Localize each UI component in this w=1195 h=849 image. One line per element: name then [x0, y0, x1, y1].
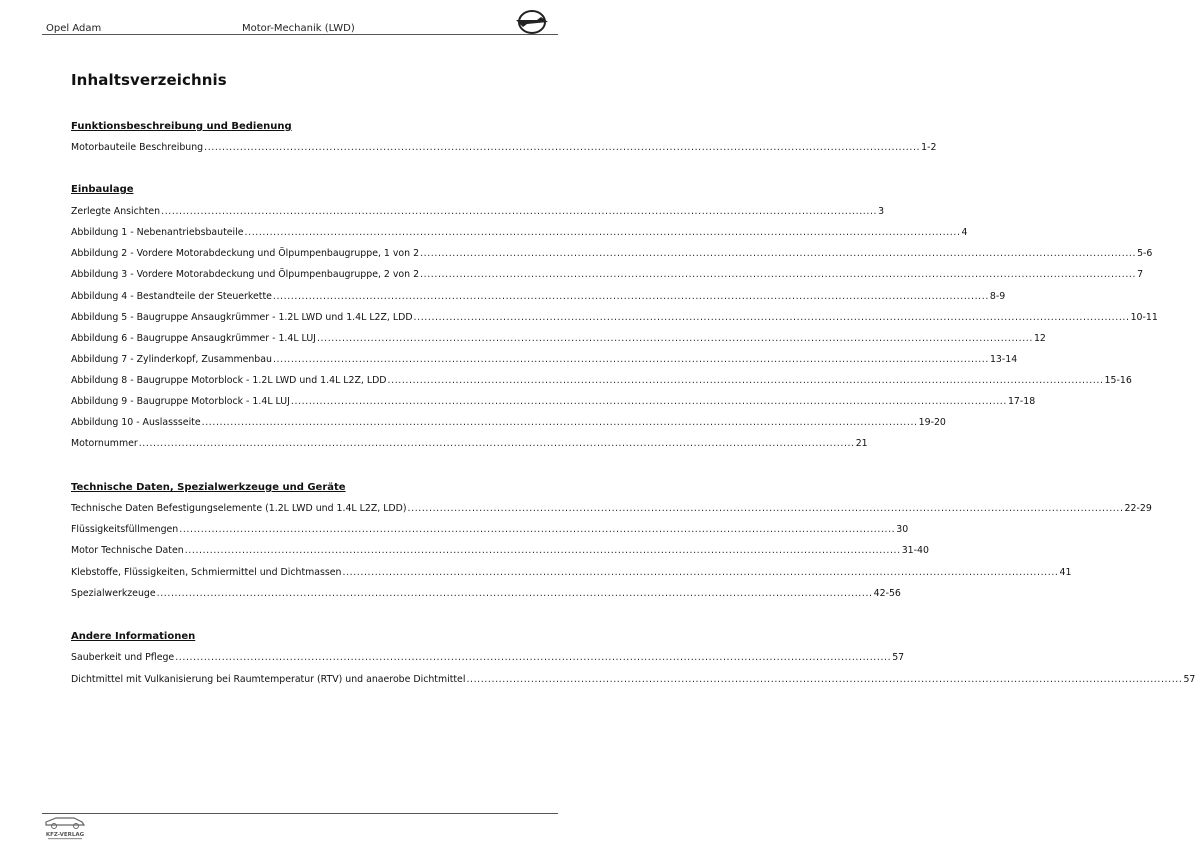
toc-entry[interactable] — [71, 310, 1158, 324]
toc-entry[interactable] — [71, 352, 1018, 366]
toc-entry[interactable] — [71, 565, 1072, 579]
leader-dots: ........................................................................................................................................................................................................ — [244, 227, 961, 238]
toc-entry-page: 57 — [1183, 674, 1195, 685]
toc-entry-label: Zerlegte Ansichten — [71, 206, 161, 217]
leader-dots: ........................................................................................................................................................................................................ — [138, 438, 855, 449]
toc-entry-label: Abbildung 10 - Auslassseite — [71, 417, 201, 428]
toc-entry-label: Abbildung 2 - Vordere Motorabdeckung und Ölpumpenbaugruppe, 1 von 2 — [71, 248, 420, 259]
leader-dots: ........................................................................................................................................................................................................ — [466, 674, 1183, 685]
opel-logo-icon — [515, 8, 549, 36]
leader-dots: ........................................................................................................................................................................................................ — [204, 142, 921, 153]
toc-entry-page: 3 — [878, 206, 885, 217]
toc-entry-page: 17-18 — [1007, 396, 1036, 407]
header-brand: Opel Adam — [46, 23, 102, 34]
toc-entry-label: Motornummer — [71, 438, 138, 449]
toc-entry-page: 12 — [1033, 333, 1046, 344]
toc-entry-page: 15-16 — [1104, 375, 1132, 386]
leader-dots: ........................................................................................................................................................................................................ — [387, 375, 1104, 386]
toc-entry-label: Abbildung 9 - Baugruppe Motorblock - 1.4L LUJ — [71, 396, 290, 407]
publisher-text: KFZ-VERLAG — [45, 832, 85, 838]
toc-entry[interactable] — [71, 415, 946, 429]
toc-entry[interactable] — [71, 225, 968, 239]
leader-dots: ........................................................................................................................................................................................................ — [201, 417, 918, 428]
toc-entry-page: 19-20 — [918, 417, 946, 428]
leader-dots: ........................................................................................................................................................................................................ — [184, 545, 901, 556]
toc-entry-page: 1-2 — [921, 142, 937, 153]
toc-entry[interactable] — [71, 672, 1195, 686]
header-divider — [42, 34, 558, 35]
leader-dots: ........................................................................................................................................................................................................ — [272, 291, 989, 302]
leader-dots: ........................................................................................................................................................................................................ — [290, 396, 1007, 407]
section-heading: Technische Daten, Spezialwerkzeuge und Geräte — [71, 482, 346, 493]
leader-dots: ........................................................................................................................................................................................................ — [407, 503, 1124, 514]
leader-dots: ........................................................................................................................................................................................................ — [316, 333, 1033, 344]
toc-entry-label: Abbildung 7 - Zylinderkopf, Zusammenbau — [71, 354, 272, 365]
leader-dots: ........................................................................................................................................................................................................ — [179, 524, 896, 535]
leader-dots: ........................................................................................................................................................................................................ — [272, 354, 989, 365]
toc-entry[interactable] — [71, 394, 1036, 408]
toc-entry-page: 7 — [1137, 269, 1144, 280]
toc-entry-label: Abbildung 5 - Baugruppe Ansaugkrümmer - 1.2L LWD und 1.4L L2Z, LDD — [71, 312, 413, 323]
header-section: Motor-Mechanik (LWD) — [242, 23, 355, 34]
toc-entry[interactable] — [71, 373, 1132, 387]
toc-entry[interactable] — [71, 522, 909, 536]
section-heading: Andere Informationen — [71, 631, 196, 642]
toc-entry-page: 31-40 — [901, 545, 929, 556]
leader-dots: ........................................................................................................................................................................................................ — [420, 269, 1137, 280]
toc-entry[interactable] — [71, 331, 1046, 345]
toc-entry-page: 10-11 — [1130, 312, 1158, 323]
leader-dots: ........................................................................................................................................................................................................ — [420, 248, 1137, 259]
toc-entry[interactable] — [71, 246, 1153, 260]
toc-entry-page: 21 — [855, 438, 868, 449]
toc-entry-page: 57 — [892, 652, 905, 663]
toc-entry-label: Abbildung 8 - Baugruppe Motorblock - 1.2L LWD und 1.4L L2Z, LDD — [71, 375, 387, 386]
toc-entry-label: Abbildung 4 - Bestandteile der Steuerkette — [71, 291, 272, 302]
toc-entry-label: Spezialwerkzeuge — [71, 588, 156, 599]
footer-divider — [42, 813, 558, 814]
toc-entry-page: 41 — [1059, 567, 1072, 578]
leader-dots: ........................................................................................................................................................................................................ — [161, 206, 878, 217]
leader-dots: ........................................................................................................................................................................................................ — [413, 312, 1130, 323]
toc-entry-page: 22-29 — [1124, 503, 1152, 514]
section-heading: Einbaulage — [71, 184, 134, 195]
toc-entry-page: 4 — [961, 227, 968, 238]
toc-entry-label: Motorbauteile Beschreibung — [71, 142, 204, 153]
toc-entry-label: Sauberkeit und Pflege — [71, 652, 175, 663]
toc-entry-page: 8-9 — [989, 291, 1006, 302]
toc-entry-label: Technische Daten Befestigungselemente (1.2L LWD und 1.4L L2Z, LDD) — [71, 503, 407, 514]
leader-dots: ........................................................................................................................................................................................................ — [342, 567, 1059, 578]
toc-entry-label: Klebstoffe, Flüssigkeiten, Schmiermittel und Dichtmassen — [71, 567, 342, 578]
leader-dots: ........................................................................................................................................................................................................ — [156, 588, 873, 599]
section-heading: Funktionsbeschreibung und Bedienung — [71, 121, 292, 132]
toc-entry-label: Abbildung 3 - Vordere Motorabdeckung und Ölpumpenbaugruppe, 2 von 2 — [71, 269, 420, 280]
page-title: Inhaltsverzeichnis — [71, 71, 227, 89]
toc-entry-label: Flüssigkeitsfüllmengen — [71, 524, 179, 535]
toc-entry[interactable] — [71, 289, 1006, 303]
toc-entry[interactable] — [71, 586, 901, 600]
toc-entry-page: 13-14 — [989, 354, 1018, 365]
toc-entry-label: Abbildung 1 - Nebenantriebsbauteile — [71, 227, 244, 238]
toc-entry[interactable] — [71, 140, 937, 154]
toc-entry-label: Motor Technische Daten — [71, 545, 184, 556]
toc-entry[interactable] — [71, 543, 929, 557]
kfz-verlag-logo-icon — [42, 812, 88, 842]
toc-entry[interactable] — [71, 204, 885, 218]
toc-entry-label: Dichtmittel mit Vulkanisierung bei Raumtemperatur (RTV) und anaerobe Dichtmittel — [71, 674, 466, 685]
leader-dots: ........................................................................................................................................................................................................ — [175, 652, 892, 663]
toc-entry-label: Abbildung 6 - Baugruppe Ansaugkrümmer - 1.4L LUJ — [71, 333, 316, 344]
toc-entry[interactable] — [71, 501, 1152, 515]
toc-entry[interactable] — [71, 650, 905, 664]
toc-entry-page: 30 — [896, 524, 909, 535]
toc-entry-page: 42-56 — [873, 588, 901, 599]
toc-entry-page: 5-6 — [1137, 248, 1153, 259]
toc-entry[interactable] — [71, 436, 868, 450]
toc-entry[interactable] — [71, 267, 1144, 281]
